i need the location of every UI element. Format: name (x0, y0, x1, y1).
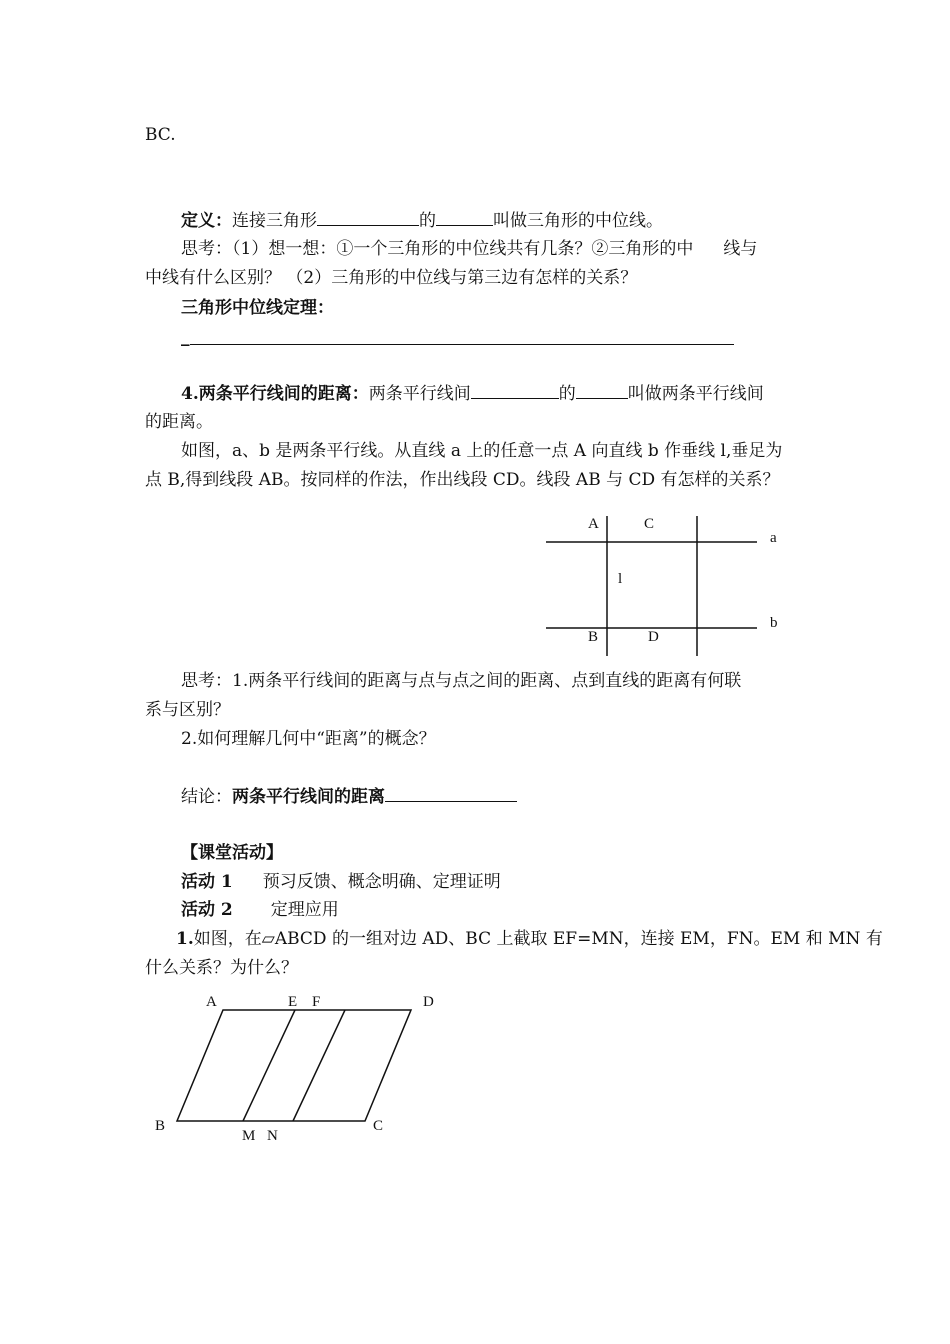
distance-text-b: 的 (558, 384, 576, 404)
distance-label: 4.两条平行线间的距离： (181, 384, 369, 404)
label-A: A (588, 516, 599, 532)
label-C: C (644, 516, 655, 532)
definition-text-a: 连接三角形 (232, 211, 317, 231)
label-M: M (242, 1128, 256, 1144)
distance-blank-1[interactable] (471, 382, 559, 399)
parallelogram-abcd (177, 1010, 411, 1121)
label-C: C (373, 1118, 384, 1134)
distance-blank-2[interactable] (576, 382, 628, 399)
label-A: A (206, 994, 217, 1010)
label-l: l (618, 571, 623, 587)
theorem-label: 三角形中位线定理： (181, 298, 334, 318)
label-b: b (770, 615, 778, 631)
question-1-text-a: 如图，在▱ABCD 的一组对边 AD、BC 上截取 EF=MN，连接 EM，FN。EM 和 MN 有 (193, 929, 883, 949)
label-B: B (588, 629, 599, 645)
definition-text-b: 的 (419, 211, 436, 231)
label-E: E (288, 994, 298, 1010)
theorem-start: _ (181, 327, 190, 347)
think2-line: 中线有什么区别？ （2）三角形的中位线与第三边有怎样的关系？ (145, 268, 638, 288)
definition-label: 定义： (181, 211, 232, 231)
parallel-lines-figure (540, 508, 800, 663)
distance-line-2: 的距离。 (145, 412, 213, 432)
segment-em (243, 1010, 295, 1121)
conclusion-label: 结论： (181, 787, 232, 807)
think4-line: 2.如何理解几何中“距离”的概念？ (181, 729, 436, 749)
activity-1-line (181, 871, 501, 893)
definition-line (181, 209, 663, 232)
label-D: D (648, 629, 659, 645)
figure1-description-a: 如图，a、b 是两条平行线。从直线 a 上的任意一点 A 向直线 b 作垂线 l,垂足为 (181, 441, 783, 461)
activity-header: 【课堂活动】 (181, 843, 283, 863)
conclusion-blank[interactable] (385, 785, 517, 802)
distance-text-c: 叫做两条平行线间 (627, 384, 764, 404)
question-1-number: 1. (176, 929, 194, 949)
activity-1-text: 预习反馈、概念明确、定理证明 (262, 872, 501, 892)
segment-fn (293, 1010, 345, 1121)
conclusion-line (181, 785, 517, 808)
parallelogram-figure (145, 985, 455, 1150)
question-1-line-a (176, 928, 883, 950)
think3-line-b: 系与区别？ (145, 700, 230, 720)
definition-text-c: 叫做三角形的中位线。 (493, 211, 663, 231)
label-D: D (423, 994, 434, 1010)
think1-line (181, 238, 757, 260)
label-B: B (155, 1118, 166, 1134)
question-1-line-b: 什么关系？为什么？ (145, 958, 298, 978)
activity-2-line (181, 899, 339, 921)
label-F: F (312, 994, 321, 1010)
distance-text-a: 两条平行线间 (368, 384, 471, 404)
label-a: a (770, 530, 777, 546)
think3-line-a: 思考：1.两条平行线间的距离与点与点之间的距离、点到直线的距离有何联 (181, 671, 742, 691)
figure1-description-b: 点 B,得到线段 AB。按同样的作法，作出线段 CD。线段 AB 与 CD 有怎样的关系？ (145, 470, 780, 490)
activity-2-text: 定理应用 (270, 900, 339, 920)
activity-1-label: 活动 1 (181, 872, 233, 892)
bc-fragment: BC. (145, 125, 176, 145)
label-N: N (267, 1128, 278, 1144)
think1-text-b: 线与 (723, 239, 758, 259)
activity-2-label: 活动 2 (181, 900, 233, 920)
definition-blank-2[interactable] (436, 209, 493, 226)
definition-blank-1[interactable] (317, 209, 419, 226)
theorem-answer-line[interactable] (190, 344, 734, 345)
think1-text-a: 思考：（1）想一想：①一个三角形的中位线共有几条？②三角形的中 (181, 239, 694, 259)
conclusion-text: 两条平行线间的距离 (232, 787, 385, 807)
distance-line (181, 382, 764, 405)
